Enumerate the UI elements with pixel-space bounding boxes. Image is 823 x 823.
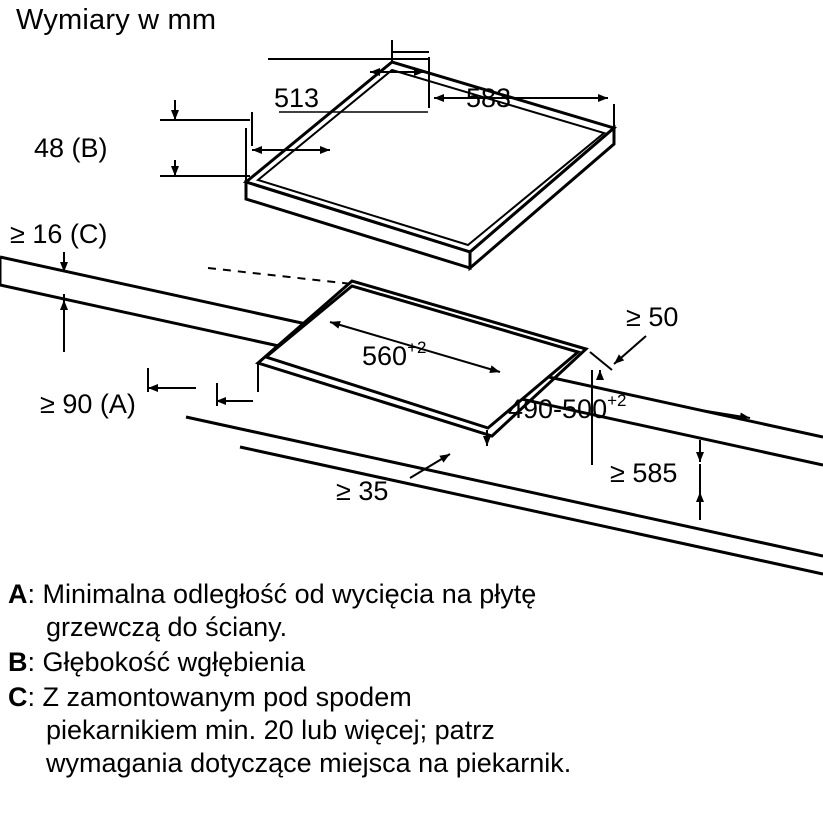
label-35: ≥ 35 [336,476,389,506]
dimension-50 [614,302,678,364]
legend-text-c-line1: Z zamontowanym pod spodem [42,682,412,712]
label-50: ≥ 50 [626,302,679,332]
legend-item-a [8,578,820,644]
legend-text-a-line2: grzewczą do ściany. [46,612,288,642]
legend [8,578,820,782]
legend-text-b-line1: Głębokość wgłębienia [42,647,306,677]
label-583: 583 [466,83,512,113]
legend-sep-c: : [27,682,43,712]
legend-sep-b: : [27,647,43,677]
label-513: 513 [274,83,320,113]
legend-sep-a: : [27,579,43,609]
legend-key-c: C [8,682,28,712]
page-title: Wymiary w mm [16,4,217,36]
legend-text-c-line3: wymagania dotyczące miejsca na piekarnik. [46,748,572,778]
label-490-500: $490-500^{+2}$ [508,391,627,424]
legend-key-a: A [8,579,28,609]
label-16-C: ≥ 16 (C) [10,219,108,249]
label-48-B: 48 (B) [34,133,108,163]
legend-key-b: B [8,647,28,677]
label-560: $560^{+2}$ [362,338,427,371]
label-90-A: ≥ 90 (A) [40,389,136,419]
dimension-16-C [10,219,107,352]
legend-item-c [8,681,820,780]
dimension-48-B [34,100,250,176]
legend-text-c-line2: piekarnikiem min. 20 lub więcej; patrz [46,715,495,745]
legend-text-a-line1: Minimalna odległość od wycięcia na płytę [42,579,537,609]
legend-item-b [8,646,820,679]
dimension-90-A [40,363,258,419]
label-585: ≥ 585 [610,458,678,488]
